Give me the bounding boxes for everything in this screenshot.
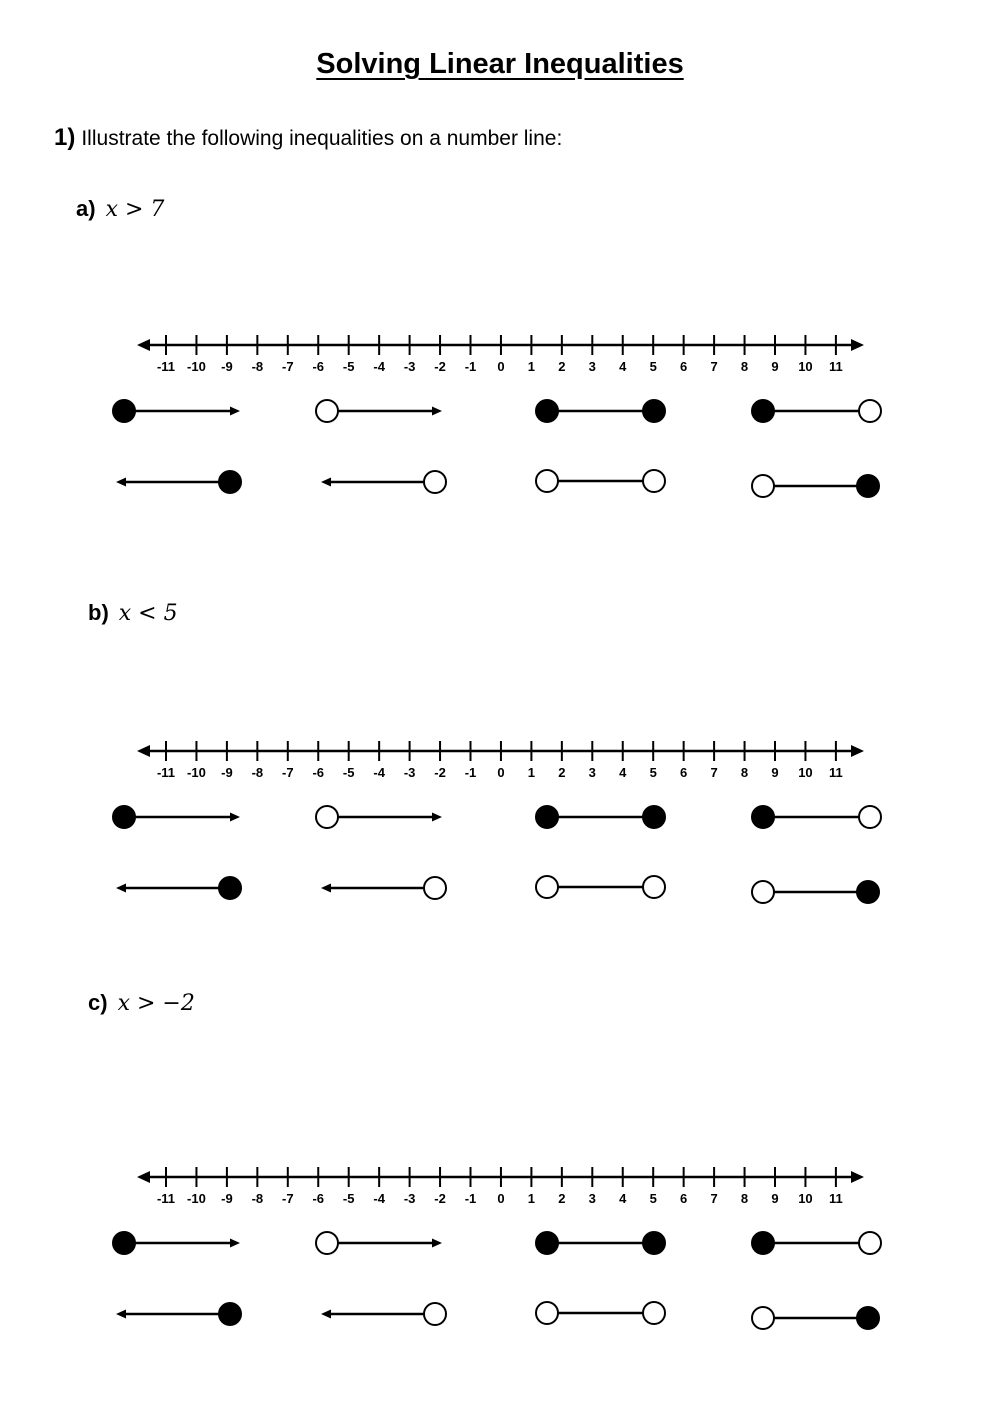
option-filled-filled-segment[interactable] — [536, 400, 665, 422]
arrow-head-right — [230, 1239, 240, 1248]
filled-circle — [536, 1232, 558, 1254]
open-circle — [859, 400, 881, 422]
axis-arrow-right — [851, 1171, 864, 1183]
part-c-label — [88, 990, 195, 1016]
option-open-filled-segment[interactable] — [752, 475, 879, 497]
tick-label: -6 — [312, 359, 325, 374]
option-filled-right-arrow[interactable] — [113, 1232, 240, 1254]
arrow-head-right — [230, 813, 240, 822]
tick-label: 0 — [497, 1191, 505, 1206]
tick-label: -3 — [403, 359, 416, 374]
axis-arrow-right — [851, 339, 864, 351]
arrow-head-left — [116, 884, 126, 893]
tick-label: -3 — [403, 765, 416, 780]
tick-label: 5 — [649, 359, 657, 374]
tick-label: -8 — [251, 1191, 264, 1206]
axis-arrow-left — [137, 1171, 150, 1183]
tick-label: -11 — [156, 1191, 176, 1206]
filled-circle — [857, 475, 879, 497]
filled-circle — [536, 806, 558, 828]
filled-circle — [752, 1232, 774, 1254]
part-label: b) — [88, 600, 109, 625]
tick-label: -1 — [464, 359, 477, 374]
tick-label: -2 — [434, 1191, 446, 1206]
filled-circle — [752, 400, 774, 422]
open-circle — [752, 1307, 774, 1329]
tick-label: 4 — [619, 1191, 627, 1206]
open-circle — [316, 806, 338, 828]
tick-label: -7 — [282, 359, 294, 374]
tick-label: 8 — [740, 359, 749, 374]
option-left-arrow-open[interactable] — [321, 877, 446, 899]
tick-label: 3 — [588, 765, 596, 780]
question-text: Illustrate the following inequalities on a number line: — [81, 127, 563, 150]
open-circle — [859, 806, 881, 828]
open-circle — [643, 876, 665, 898]
filled-circle — [752, 806, 774, 828]
tick-label: -8 — [251, 359, 264, 374]
option-open-right-arrow[interactable] — [316, 806, 442, 828]
option-filled-filled-segment[interactable] — [536, 806, 665, 828]
tick-label: 1 — [527, 359, 536, 374]
number-line-section-c — [0, 1157, 1000, 1357]
tick-label: 9 — [771, 765, 779, 780]
tick-label: 9 — [771, 359, 779, 374]
option-left-arrow-open[interactable] — [321, 1303, 446, 1325]
tick-label: -4 — [373, 359, 385, 374]
option-left-arrow-filled[interactable] — [116, 471, 241, 493]
inequality-expression: x > −2 — [117, 991, 195, 1016]
open-circle — [424, 1303, 446, 1325]
tick-label: 8 — [740, 1191, 749, 1206]
tick-label: 2 — [558, 359, 566, 374]
open-circle — [752, 881, 774, 903]
tick-label: -1 — [464, 765, 477, 780]
tick-label: 10 — [798, 1191, 813, 1206]
tick-label: -11 — [156, 765, 176, 780]
arrow-head-left — [321, 478, 331, 487]
tick-label: 3 — [588, 359, 596, 374]
arrow-head-right — [432, 407, 442, 416]
filled-circle — [643, 806, 665, 828]
option-open-right-arrow[interactable] — [316, 1232, 442, 1254]
open-circle — [643, 1302, 665, 1324]
option-open-open-segment[interactable] — [536, 876, 665, 898]
tick-label: 8 — [740, 765, 749, 780]
filled-circle — [857, 881, 879, 903]
tick-label: -9 — [221, 1191, 233, 1206]
inequality-expression: x > 7 — [105, 197, 165, 222]
tick-label: 11 — [829, 359, 843, 374]
page-title: Solving Linear Inequalities — [316, 48, 684, 80]
filled-circle — [643, 1232, 665, 1254]
tick-label: 7 — [710, 1191, 718, 1206]
part-a-label — [76, 196, 164, 222]
tick-label: 4 — [619, 765, 627, 780]
arrow-head-right — [432, 813, 442, 822]
tick-label: 2 — [558, 765, 566, 780]
tick-label: 10 — [798, 765, 813, 780]
axis-arrow-right — [851, 745, 864, 757]
tick-label: 0 — [497, 359, 505, 374]
tick-label: 10 — [798, 359, 813, 374]
option-open-right-arrow[interactable] — [316, 400, 442, 422]
tick-label: -3 — [403, 1191, 416, 1206]
tick-label: 7 — [710, 765, 718, 780]
tick-label: -5 — [342, 765, 355, 780]
arrow-head-left — [321, 884, 331, 893]
inequality-expression: x < 5 — [118, 601, 178, 626]
arrow-head-left — [116, 478, 126, 487]
option-open-open-segment[interactable] — [536, 470, 665, 492]
filled-circle — [643, 400, 665, 422]
tick-label: -4 — [373, 1191, 385, 1206]
open-circle — [316, 1232, 338, 1254]
part-label: a) — [76, 196, 96, 221]
tick-label: -7 — [282, 765, 294, 780]
question-number: 1) — [54, 124, 76, 151]
arrow-head-right — [432, 1239, 442, 1248]
filled-circle — [113, 1232, 135, 1254]
tick-label: -7 — [282, 1191, 294, 1206]
filled-circle — [113, 806, 135, 828]
tick-label: 6 — [680, 765, 688, 780]
tick-label: -9 — [221, 765, 233, 780]
open-circle — [424, 877, 446, 899]
arrow-head-left — [321, 1310, 331, 1319]
option-filled-open-segment[interactable] — [752, 400, 881, 422]
filled-circle — [219, 471, 241, 493]
open-circle — [859, 1232, 881, 1254]
filled-circle — [219, 877, 241, 899]
option-filled-open-segment[interactable] — [752, 806, 881, 828]
tick-label: 4 — [619, 359, 627, 374]
part-label: c) — [88, 990, 108, 1015]
open-circle — [536, 470, 558, 492]
option-open-open-segment[interactable] — [536, 1302, 665, 1324]
option-filled-open-segment[interactable] — [752, 1232, 881, 1254]
axis-arrow-left — [137, 339, 150, 351]
option-left-arrow-filled[interactable] — [116, 1303, 241, 1325]
number-line-section-a — [0, 325, 1000, 525]
tick-label: 11 — [829, 765, 843, 780]
option-filled-filled-segment[interactable] — [536, 1232, 665, 1254]
open-circle — [643, 470, 665, 492]
open-circle — [752, 475, 774, 497]
tick-label: 9 — [771, 1191, 779, 1206]
part-b-label — [88, 600, 178, 626]
tick-label: 5 — [649, 765, 657, 780]
filled-circle — [219, 1303, 241, 1325]
tick-label: -2 — [434, 359, 446, 374]
open-circle — [424, 471, 446, 493]
option-open-filled-segment[interactable] — [752, 1307, 879, 1329]
open-circle — [536, 876, 558, 898]
tick-label: -8 — [251, 765, 264, 780]
tick-label: -5 — [342, 1191, 355, 1206]
option-open-filled-segment[interactable] — [752, 881, 879, 903]
filled-circle — [113, 400, 135, 422]
tick-label: -2 — [434, 765, 446, 780]
tick-label: -10 — [187, 765, 206, 780]
number-line-section-b — [0, 731, 1000, 931]
option-filled-right-arrow[interactable] — [113, 806, 240, 828]
tick-label: 0 — [497, 765, 505, 780]
tick-label: 1 — [527, 765, 536, 780]
tick-label: 5 — [649, 1191, 657, 1206]
question-1 — [54, 124, 562, 152]
tick-label: 7 — [710, 359, 718, 374]
tick-label: -11 — [156, 359, 176, 374]
option-left-arrow-open[interactable] — [321, 471, 446, 493]
open-circle — [536, 1302, 558, 1324]
filled-circle — [536, 400, 558, 422]
tick-label: 6 — [680, 1191, 688, 1206]
option-left-arrow-filled[interactable] — [116, 877, 241, 899]
tick-label: 6 — [680, 359, 688, 374]
arrow-head-left — [116, 1310, 126, 1319]
tick-label: -10 — [187, 1191, 206, 1206]
tick-label: -6 — [312, 765, 325, 780]
tick-label: 3 — [588, 1191, 596, 1206]
tick-label: -9 — [221, 359, 233, 374]
option-filled-right-arrow[interactable] — [113, 400, 240, 422]
tick-label: 1 — [527, 1191, 536, 1206]
filled-circle — [857, 1307, 879, 1329]
tick-label: -6 — [312, 1191, 325, 1206]
tick-label: -1 — [464, 1191, 477, 1206]
tick-label: -4 — [373, 765, 385, 780]
tick-label: -10 — [187, 359, 206, 374]
tick-label: 2 — [558, 1191, 566, 1206]
axis-arrow-left — [137, 745, 150, 757]
tick-label: -5 — [342, 359, 355, 374]
tick-label: 11 — [829, 1191, 843, 1206]
arrow-head-right — [230, 407, 240, 416]
open-circle — [316, 400, 338, 422]
